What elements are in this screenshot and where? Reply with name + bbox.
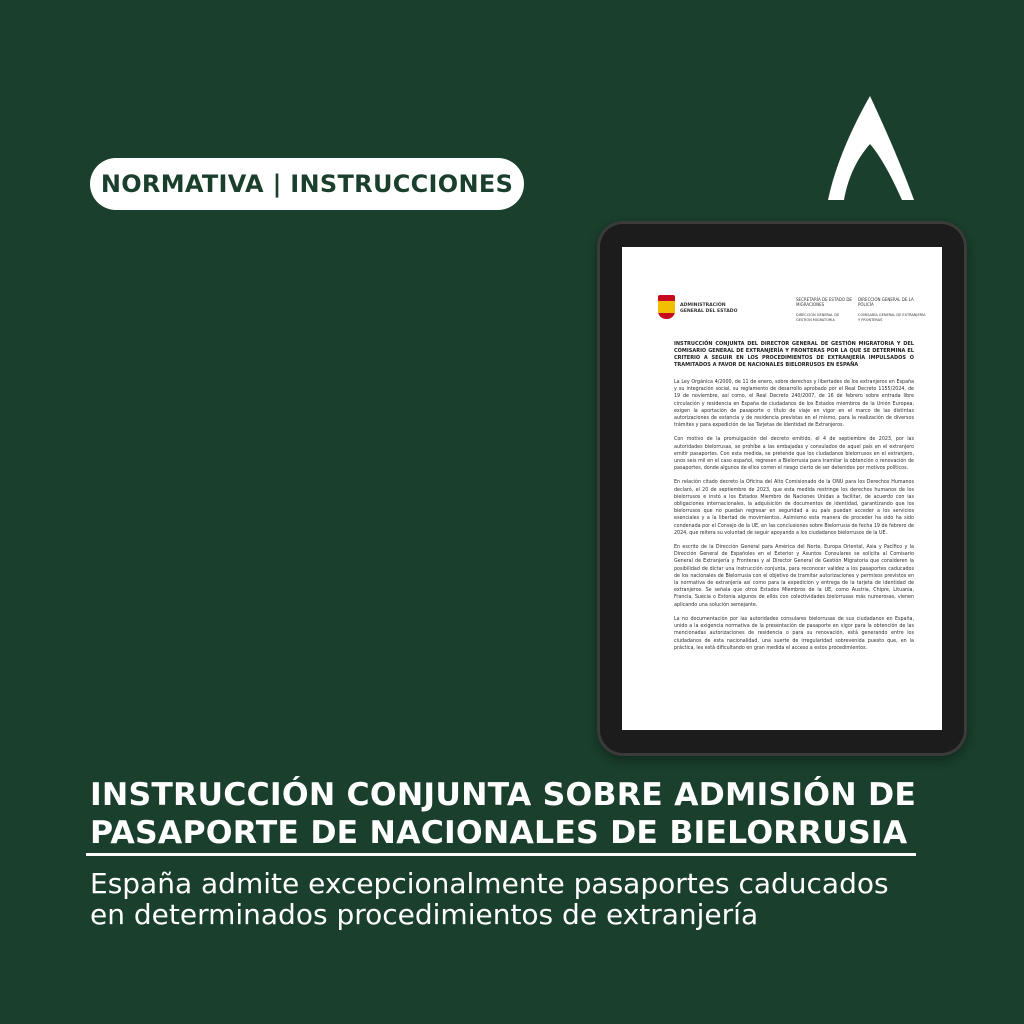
document-header-policia: DIRECCIÓN GENERAL DE LA POLICÍA COMISARÍA GENERAL DE EXTRANJERÍA Y FRONTERAS xyxy=(858,297,926,322)
document-paragraph: La Ley Orgánica 4/2000, de 11 de enero, sobre derechos y libertades de los extranjeros en España y su integración social, su reglamento de desarrollo aprobado por el Real Decreto 1155/2024, de 19 de noviembre, así como, el Real Decreto 240/2007, de 16 de febrero sobre entrada libre circulación y residencia en España de ciudadanos de los Estados miembros de la Unión Europea, exigen la aportación de pasaporte o título de viaje en vigor en el marco de las distintas autorizaciones de estancia y de residencia previstas en el mismo, para la realización de diversos trámites y para expedición de las Tarjetas de Identidad de Extranjeros. xyxy=(674,380,914,429)
subheadline: España admite excepcionalmente pasaportes caducados en determinados procedimientos de extranjería xyxy=(90,867,889,931)
document-admin-label: ADMINISTRACIÓN GENERAL DEL ESTADO xyxy=(680,303,738,314)
tablet-device xyxy=(597,221,967,756)
document-paragraph: En relación citado decreto la Oficina del Alto Comisionado de la ONU para los Derechos Humanos declaró, el 20 de septiembre de 2023, que esta medida restringe los derechos humanos de los bielorrusos e instó a los Estados Miembro de Naciones Unidas a facilitar, de acuerdo con las obligaciones internacionales, la adquisición de documentos de identidad, garantizando que los bielorrusos que no puedan regresar en seguridad a su país puedan acceder a los servicios esenciales y a la libertad de movimientos. Asimismo esta manera de proceder ha sido ha sido condenada por el Consejo de la UE, en las conclusiones sobre Bielorrusia de fecha 19 de febrero de 2024, que reitera su voluntad de seguir apoyando a los ciudadanos bielorrusos de la UE. xyxy=(674,480,914,536)
headline: INSTRUCCIÓN CONJUNTA SOBRE ADMISIÓN DE PASAPORTE DE NACIONALES DE BIELORRUSIA xyxy=(90,777,917,851)
document-header-migraciones: SECRETARÍA DE ESTADO DE MIGRACIONES DIRECCIÓN GENERAL DE GESTIÓN MIGRATORIA xyxy=(796,297,852,322)
document-preview xyxy=(622,247,942,730)
document-header xyxy=(658,291,928,325)
document-paragraph: Con motivo de la promulgación del decreto emitido, el 4 de septiembre de 2023, por las autoridades bielorrusas, se prohíbe a las embajadas y consulados de aquel país en el extranjero emitir pasaportes. Con esta medida, se pretende que los ciudadanos bielorrusos en el extranjero, unos seis mil en el caso español, regresen a Bielorrusia para tramitar la obtención o renovación de pasaportes, donde algunos de ellos corren el riesgo cierto de ser detenidos por motivos políticos. xyxy=(674,437,914,472)
divider xyxy=(86,853,916,856)
document-side-stamp xyxy=(626,307,630,667)
document-paragraph: La no documentación por las autoridades consulares bielorrusas de sus ciudadanos en España, unido a la exigencia normativa de la presentación de pasaporte en vigor para la obtención de las mencionadas autorizaciones de residencia o para su renovación, está generando entre los ciudadanos de esta nacionalidad, una suerte de irregularidad sobrevenida puesto que, en la práctica, les está dificultando en gran medida el acceso a estos procedimientos. xyxy=(674,616,914,651)
document-title: INSTRUCCIÓN CONJUNTA DEL DIRECTOR GENERAL DE GESTIÓN MIGRATORIA Y DEL COMISARIO GENERAL DE EXTRANJERÍA Y FRONTERAS POR LA QUE SE DETERMINA EL CRITERIO A SEGUIR EN LOS PROCEDIMIENTOS DE EXTRANJERÍA IMPULSADOS O TRAMITADOS A FAVOR DE NACIONALES BIELORRUSOS EN ESPAÑA xyxy=(674,341,914,368)
document-body xyxy=(674,379,914,659)
document-paragraph: En escrito de la Dirección General para América del Norte, Europa Oriental, Asia y Pacífico y la Dirección General de Españoles en el Exterior y Asuntos Consulares se solicita al Comisario General de Extranjería y Fronteras y al Director General de Gestión Migratoria que consideren la posibilidad de dictar una instrucción conjunta, para reconocer validez a los pasaportes caducados de los nacionales de Bielorrusia con el objetivo de tramitar autorizaciones y permisos previstos en la normativa de extranjería así como para la expedición y entrega de la tarjeta de identidad de extranjeros. Se señala que otros Estados Miembros de la UE, como Austria, Chipre, Lituania, Francia, Suecia o Estonia algunos de ellos con colectividades bielorrusas más numerosas, vienen aplicando una solución semejante. xyxy=(674,545,914,608)
category-tag: NORMATIVA | INSTRUCCIONES xyxy=(90,158,524,210)
andalucia-a-logo-icon xyxy=(826,96,914,200)
spain-crest-icon xyxy=(658,295,675,319)
